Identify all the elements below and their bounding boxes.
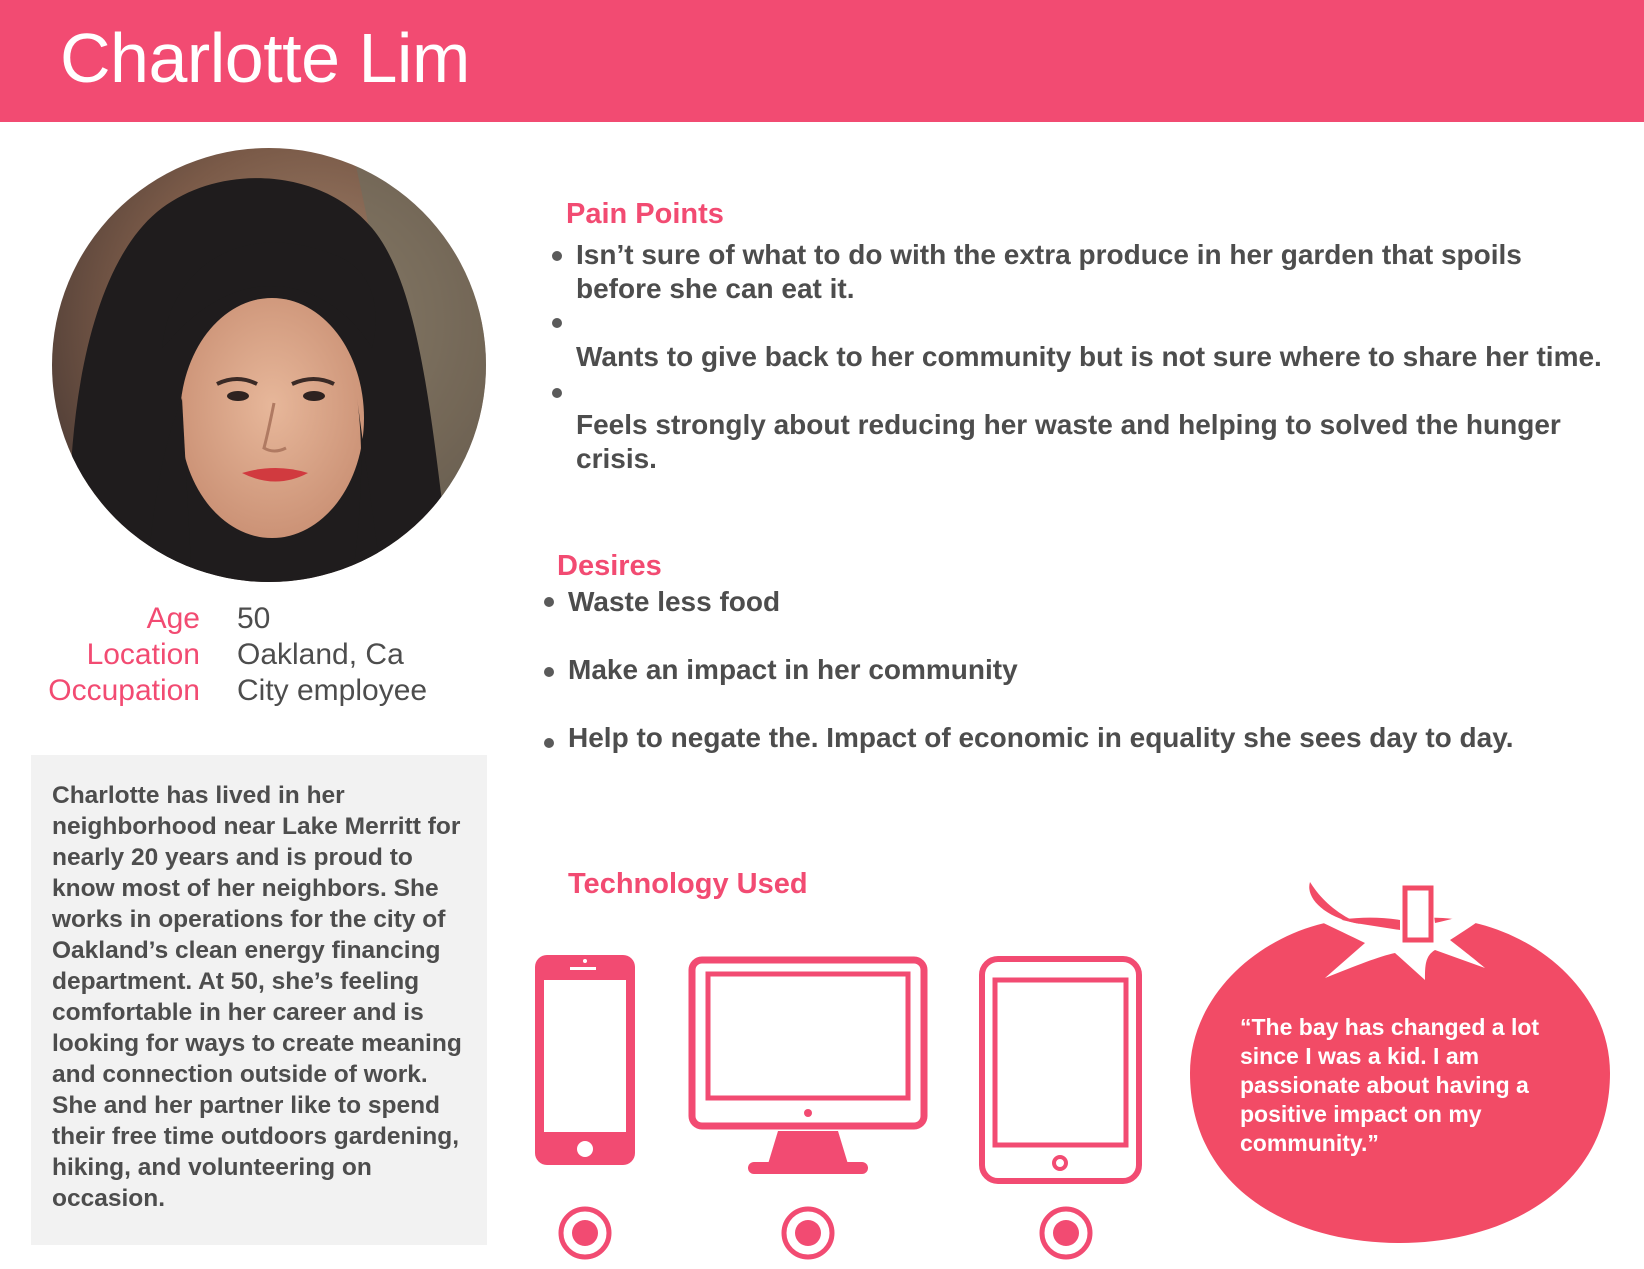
stat-age [30, 602, 490, 638]
desires-title: Desires [557, 550, 662, 582]
selected-radio-icon [1038, 1205, 1094, 1266]
stat-occupation [30, 674, 490, 710]
bullet-icon [552, 251, 562, 261]
technology-title: Technology Used [568, 868, 808, 900]
desire-text: Waste less food [568, 586, 781, 617]
stat-label: Location [86, 638, 200, 671]
persona-stats [30, 602, 490, 710]
selected-radio-icon [780, 1205, 836, 1266]
pain-points-title: Pain Points [566, 198, 724, 230]
header-banner [0, 0, 1644, 122]
bullet-icon [552, 388, 562, 398]
list-item [576, 408, 1606, 476]
list-item [576, 238, 1606, 306]
bullet-icon [544, 738, 554, 748]
bullet-icon [544, 597, 554, 607]
list-item [568, 653, 1618, 687]
selected-radio-icon [557, 1205, 613, 1266]
list-item [568, 721, 1618, 755]
tablet-icon [978, 955, 1143, 1190]
stat-location [30, 638, 490, 674]
stat-value: 50 [237, 602, 271, 635]
list-item [568, 585, 1618, 619]
stat-label: Age [146, 602, 200, 635]
bio-text: Charlotte has lived in her neighborhood near Lake Merritt for nearly 20 years and is proud to know most of her neighbors. She works in operations for the city of Oakland’s clean energy financing department. At 50, she’s feeling comfortable in her career and is looking for ways to create meaning and connection outside of work. She and her partner like to spend their free time outdoors gardening, hiking, and volunteering on occasion. [52, 782, 462, 1212]
desires-list [568, 585, 1618, 755]
bio-panel [31, 755, 487, 1245]
smartphone-icon [530, 950, 640, 1175]
pain-point-text: Isn’t sure of what to do with the extra produce in her garden that spoils before she can eat it. [576, 239, 1522, 304]
persona-name: Charlotte Lim [60, 19, 470, 97]
desktop-monitor-icon [688, 956, 928, 1186]
pain-point-text: Wants to give back to her community but is not sure where to share her time. [576, 341, 1602, 372]
stat-value: Oakland, Ca [237, 638, 404, 671]
desire-text: Help to negate the. Impact of economic in equality she sees day to day. [568, 722, 1514, 753]
avatar [52, 148, 486, 582]
bullet-icon [552, 318, 562, 328]
stat-value: City employee [237, 674, 428, 707]
bullet-icon [544, 667, 554, 677]
pain-points-list [576, 238, 1606, 476]
desire-text: Make an impact in her community [568, 654, 1018, 685]
quote-text: “The bay has changed a lot since I was a kid. I am passionate about having a positive impact on my community.” [1240, 1014, 1540, 1156]
stat-label: Occupation [48, 674, 200, 707]
list-item [576, 340, 1606, 374]
pain-point-text: Feels strongly about reducing her waste and helping to solved the hunger crisis. [576, 409, 1561, 474]
